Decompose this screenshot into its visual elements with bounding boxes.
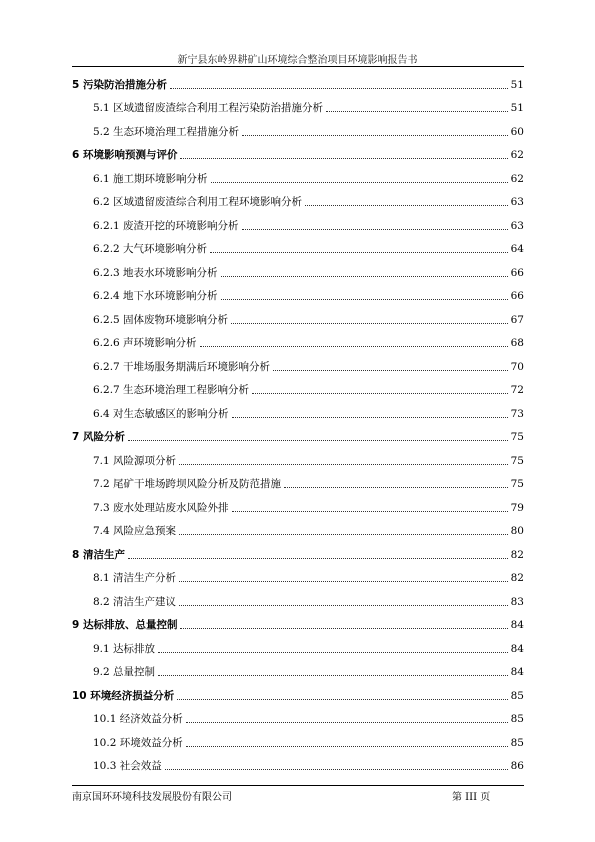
toc-entry-label: 9 达标排放、总量控制 [72,619,178,631]
toc-entry-label: 6.2.4 地下水环境影响分析 [93,290,218,302]
toc-section-entry[interactable] [72,211,524,235]
toc-section-entry[interactable] [72,376,524,400]
toc-entry-label: 6.2 区域遗留废渣综合利用工程环境影响分析 [93,196,303,208]
toc-entry-label: 6.1 施工期环境影响分析 [93,172,208,185]
toc-entry-page-number: 68 [510,337,524,349]
toc-dot-leader [158,652,508,653]
toc-dot-leader [200,346,508,347]
toc-entry-label: 7 风险分析 [72,431,125,443]
toc-section-entry[interactable] [72,658,524,682]
toc-section-entry[interactable] [72,282,524,306]
toc-entry-label: 6.2.3 地表水环境影响分析 [93,266,218,279]
toc-section-entry[interactable] [72,587,524,611]
toc-entry-page-number: 75 [510,454,524,467]
toc-entry-label: 7.4 风险应急预案 [93,525,177,537]
toc-dot-leader [231,323,508,324]
toc-dot-leader [326,111,508,112]
toc-section-entry[interactable] [72,752,524,776]
toc-entry-page-number: 73 [510,407,524,420]
toc-dot-leader [210,252,508,253]
toc-dot-leader [170,88,508,89]
toc-section-entry[interactable] [72,329,524,353]
toc-section-entry[interactable] [72,705,524,729]
page-header-title: 新宁县东岭界耕矿山环境综合整治项目环境影响报告书 [177,55,418,66]
toc-entry-label: 6.2.6 声环境影响分析 [93,337,197,349]
toc-dot-leader [186,722,508,723]
toc-entry-label: 6.2.5 固体废物环境影响分析 [93,313,229,326]
toc-entry-page-number: 60 [510,125,524,138]
toc-dot-leader [179,464,508,465]
toc-dot-leader [252,393,508,394]
toc-dot-leader [179,605,508,606]
toc-entry-label: 7.2 尾矿干堆场跨坝风险分析及防范措施 [93,478,282,490]
toc-entry-label: 9.1 达标排放 [93,642,156,655]
toc-entry-page-number: 62 [510,172,524,185]
toc-entry-page-number: 75 [510,431,524,443]
toc-entry-page-number: 85 [510,713,524,725]
toc-entry-page-number: 62 [510,149,524,161]
toc-entry-label: 6.2.2 大气环境影响分析 [93,243,208,255]
toc-chapter-entry[interactable] [72,141,524,165]
toc-entry-page-number: 84 [510,619,524,631]
toc-entry-label: 7.1 风险源项分析 [93,454,177,467]
toc-entry-page-number: 51 [510,78,524,91]
footer-page-number: 第 III 页 [452,792,491,803]
toc-entry-label: 8 清洁生产 [72,548,125,561]
toc-entry-page-number: 66 [510,290,524,302]
toc-entry-label: 10 环境经济损益分析 [72,689,175,702]
toc-chapter-entry[interactable] [72,611,524,635]
toc-dot-leader [186,746,508,747]
toc-chapter-entry[interactable] [72,70,524,94]
table-of-contents [72,70,524,775]
toc-entry-label: 8.1 清洁生产分析 [93,572,177,584]
toc-section-entry[interactable] [72,94,524,118]
toc-dot-leader [211,182,508,183]
toc-entry-label: 6 环境影响预测与评价 [72,149,178,161]
toc-dot-leader [284,487,508,488]
toc-entry-label: 10.2 环境效益分析 [93,736,183,749]
toc-section-entry[interactable] [72,399,524,423]
toc-dot-leader [179,581,508,582]
toc-entry-page-number: 75 [510,478,524,490]
toc-entry-page-number: 84 [510,642,524,655]
toc-section-entry[interactable] [72,117,524,141]
toc-dot-leader [232,417,508,418]
footer-company: 南京国环环境科技发展股份有限公司 [72,792,232,803]
toc-entry-page-number: 67 [510,313,524,326]
toc-section-entry[interactable] [72,258,524,282]
toc-dot-leader [232,511,508,512]
toc-dot-leader [305,205,508,206]
toc-dot-leader [177,699,507,700]
toc-entry-page-number: 63 [510,196,524,208]
toc-entry-label: 6.2.1 废渣开挖的环境影响分析 [93,219,239,232]
toc-entry-label: 10.3 社会效益 [93,760,162,772]
toc-entry-page-number: 85 [510,736,524,749]
toc-dot-leader [221,299,508,300]
footer-divider [72,785,524,786]
toc-section-entry[interactable] [72,564,524,588]
toc-entry-page-number: 80 [510,525,524,537]
toc-entry-label: 6.4 对生态敏感区的影响分析 [93,407,229,420]
toc-entry-page-number: 66 [510,266,524,279]
toc-entry-page-number: 63 [510,219,524,232]
toc-dot-leader [242,229,508,230]
toc-entry-page-number: 84 [510,666,524,678]
toc-section-entry[interactable] [72,446,524,470]
toc-section-entry[interactable] [72,634,524,658]
toc-entry-label: 6.2.7 干堆场服务期满后环境影响分析 [93,360,271,373]
toc-section-entry[interactable] [72,164,524,188]
toc-section-entry[interactable] [72,305,524,329]
toc-chapter-entry[interactable] [72,423,524,447]
toc-entry-page-number: 82 [510,572,524,584]
toc-dot-leader [221,276,508,277]
toc-section-entry[interactable] [72,352,524,376]
toc-entry-page-number: 79 [510,501,524,514]
toc-entry-label: 9.2 总量控制 [93,666,156,678]
toc-entry-page-number: 85 [510,689,524,702]
toc-dot-leader [180,628,507,629]
toc-entry-label: 5 污染防治措施分析 [72,78,167,91]
toc-section-entry[interactable] [72,188,524,212]
toc-chapter-entry[interactable] [72,681,524,705]
toc-entry-page-number: 72 [510,384,524,396]
toc-dot-leader [128,440,508,441]
toc-dot-leader [242,135,508,136]
toc-dot-leader [128,558,508,559]
toc-chapter-entry[interactable] [72,540,524,564]
toc-dot-leader [273,370,508,371]
toc-dot-leader [180,158,507,159]
toc-dot-leader [165,769,508,770]
toc-entry-page-number: 86 [510,760,524,772]
toc-dot-leader [179,534,508,535]
header-divider [72,66,524,67]
toc-section-entry[interactable] [72,493,524,517]
toc-dot-leader [158,675,508,676]
toc-section-entry[interactable] [72,470,524,494]
toc-entry-label: 5.1 区域遗留废渣综合利用工程污染防治措施分析 [93,102,324,114]
toc-entry-page-number: 82 [510,548,524,561]
toc-entry-page-number: 64 [510,243,524,255]
toc-entry-label: 6.2.7 生态环境治理工程影响分析 [93,384,250,396]
toc-section-entry[interactable] [72,728,524,752]
toc-section-entry[interactable] [72,235,524,259]
toc-section-entry[interactable] [72,517,524,541]
toc-entry-page-number: 51 [510,102,524,114]
toc-entry-label: 7.3 废水处理站废水风险外排 [93,501,229,514]
toc-entry-page-number: 70 [510,360,524,373]
toc-entry-label: 8.2 清洁生产建议 [93,595,177,608]
toc-entry-label: 10.1 经济效益分析 [93,713,183,725]
toc-entry-label: 5.2 生态环境治理工程措施分析 [93,125,240,138]
toc-entry-page-number: 83 [510,595,524,608]
